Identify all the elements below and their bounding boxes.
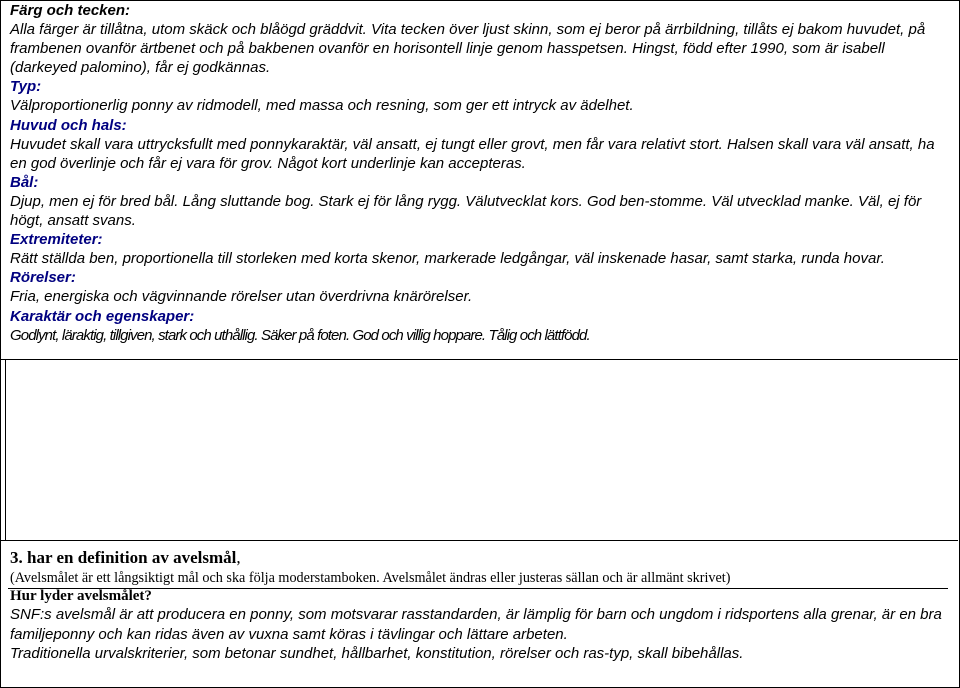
typ-heading: Typ:	[10, 78, 42, 96]
section-3-answer-1: SNF:s avelsmål är att producera en ponny, som motsvarar rasstandarden, är lämplig för barn och ungdom i ridsportens alla grenar, är en bra familjeponny och kan ridas även av vuxna samt köras i tävlingar och lättare arbeten.	[10, 606, 942, 643]
section-3-title-comma: ,	[236, 548, 241, 567]
farg-text: Alla färger är tillåtna, utom skäck och blåögd gräddvit. Vita tecken över ljust skinn, som ej beror på ärrbildning, tillåts ej bakom huvudet, på frambenen ovanför ärtbenet och på bakbenen ovanför en horisontell linje genom hasspetsen. Hingst, född efter 1990, som är isabell (darkeyed palomino), får ej godkännas.	[10, 21, 926, 77]
bal-text: Djup, men ej för bred bål. Lång sluttande bog. Stark ej för lång rygg. Välutvecklat kors. God ben-stomme. Väl utvecklad manke. Väl, ej för högt, ansatt svans.	[10, 192, 922, 230]
table-divider-top	[0, 359, 958, 360]
section-3-title	[10, 547, 950, 569]
rorelser-text: Fria, energiska och vägvinnande rörelser utan överdrivna knärörelser.	[10, 288, 473, 306]
breed-standard-section	[10, 1, 950, 345]
breeding-goal-section	[10, 547, 950, 664]
bal-heading: Bål:	[10, 173, 39, 191]
farg-heading: Färg och tecken:	[10, 2, 131, 19]
huvud-heading: Huvud och hals:	[10, 116, 127, 134]
typ-text: Välproportionerlig ponny av ridmodell, med massa och resning, som ger ett intryck av ädelhet.	[10, 97, 634, 115]
empty-cell-left-border	[5, 360, 6, 540]
huvud-text: Huvudet skall vara uttrycksfullt med ponnykaraktär, väl ansatt, ej tungt eller grovt, men får vara relativt stort. Halsen skall vara väl ansatt, ha en god överlinje och får ej vara för grov. Något kort underlinje kan accepteras.	[10, 135, 935, 172]
rorelser-heading: Rörelser:	[10, 269, 76, 287]
extremiteter-text: Rätt ställda ben, proportionella till storleken med korta skenor, markerade ledgångar, väl inskenade hasar, samt starka, runda hovar.	[10, 250, 885, 268]
section-3-title-text: 3. har en definition av avelsmål	[10, 548, 237, 567]
karaktar-text: Godlynt, läraktig, tillgiven, stark och uthållig. Säker på foten. God och villig hoppare. Tålig och lättfödd.	[10, 326, 590, 344]
section-3-note: (Avelsmålet är ett långsiktigt mål och ska följa moderstamboken. Avelsmålet ändras eller justeras sällan och är allmänt skrivet)	[10, 570, 731, 586]
section-3-question: Hur lyder avelsmålet?	[10, 588, 152, 604]
extremiteter-heading: Extremiteter:	[10, 231, 103, 249]
table-divider-middle	[0, 540, 958, 541]
section-3-answer-2: Traditionella urvalskriterier, som betonar sundhet, hållbarhet, konstitution, rörelser och ras-typ, skall bibehållas.	[10, 645, 744, 662]
karaktar-heading: Karaktär och egenskaper:	[10, 307, 195, 325]
